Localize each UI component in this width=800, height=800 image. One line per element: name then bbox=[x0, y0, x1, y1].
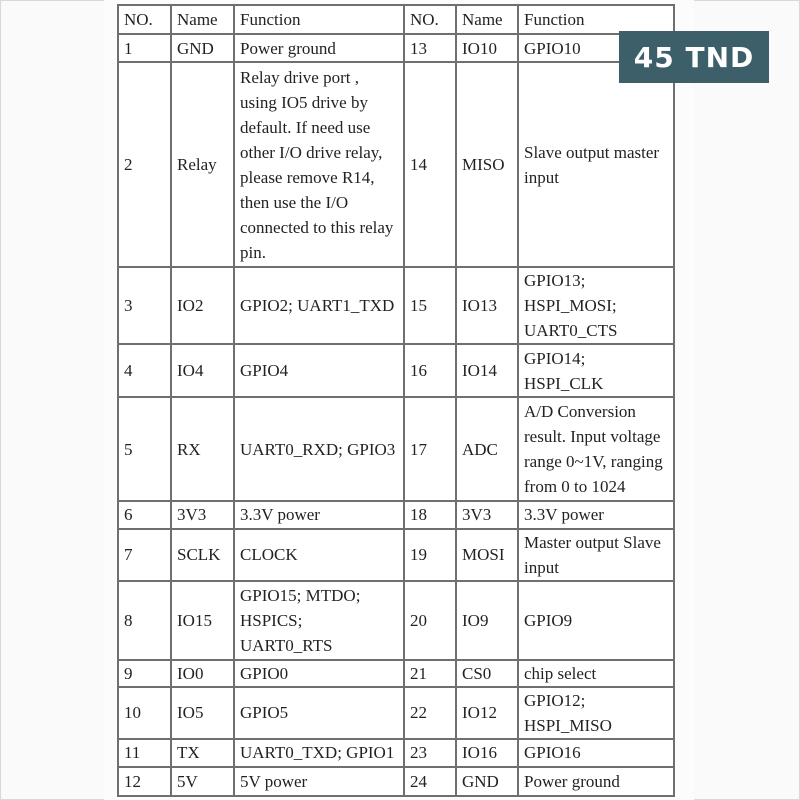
pin-number: 8 bbox=[118, 581, 171, 660]
pin-function: chip select bbox=[518, 660, 674, 687]
table-row bbox=[118, 660, 674, 687]
table-row bbox=[118, 267, 674, 344]
pin-function: GPIO5 bbox=[234, 687, 404, 739]
pin-number: 9 bbox=[118, 660, 171, 687]
pin-number: 19 bbox=[404, 529, 456, 581]
pin-function: GPIO2; UART1_TXD bbox=[234, 267, 404, 344]
pin-number: 11 bbox=[118, 739, 171, 767]
pin-number: 24 bbox=[404, 767, 456, 796]
pin-number: 2 bbox=[118, 62, 171, 267]
header-name: Name bbox=[171, 5, 234, 34]
header-no: NO. bbox=[404, 5, 456, 34]
table-row bbox=[118, 397, 674, 500]
table-row bbox=[118, 62, 674, 267]
pin-name: Relay bbox=[171, 62, 234, 267]
pin-function: Power ground bbox=[518, 767, 674, 796]
pin-number: 17 bbox=[404, 397, 456, 500]
table-row bbox=[118, 34, 674, 62]
pin-function: CLOCK bbox=[234, 529, 404, 581]
table-row bbox=[118, 344, 674, 397]
pin-number: 10 bbox=[118, 687, 171, 739]
pin-function: 3.3V power bbox=[234, 501, 404, 529]
header-no: NO. bbox=[118, 5, 171, 34]
table-row bbox=[118, 501, 674, 529]
pin-function: GPIO0 bbox=[234, 660, 404, 687]
pin-name: IO15 bbox=[171, 581, 234, 660]
header-row bbox=[118, 5, 674, 34]
pin-number: 18 bbox=[404, 501, 456, 529]
pin-name: GND bbox=[456, 767, 518, 796]
pin-name: IO4 bbox=[171, 344, 234, 397]
pin-name: SCLK bbox=[171, 529, 234, 581]
pin-function: GPIO16 bbox=[518, 739, 674, 767]
header-function: Function bbox=[518, 5, 674, 34]
header-name: Name bbox=[456, 5, 518, 34]
pin-name: IO9 bbox=[456, 581, 518, 660]
table-row bbox=[118, 739, 674, 767]
pin-number: 14 bbox=[404, 62, 456, 267]
pin-number: 21 bbox=[404, 660, 456, 687]
pin-function: UART0_TXD; GPIO1 bbox=[234, 739, 404, 767]
pin-function: Master output Slave input bbox=[518, 529, 674, 581]
pin-name: IO13 bbox=[456, 267, 518, 344]
table-row bbox=[118, 687, 674, 739]
pin-function: GPIO4 bbox=[234, 344, 404, 397]
pin-function: 3.3V power bbox=[518, 501, 674, 529]
pin-name: ADC bbox=[456, 397, 518, 500]
pin-name: CS0 bbox=[456, 660, 518, 687]
pin-name: IO16 bbox=[456, 739, 518, 767]
header-function: Function bbox=[234, 5, 404, 34]
pin-function: A/D Conversion result. Input voltage range 0~1V, ranging from 0 to 1024 bbox=[518, 397, 674, 500]
pin-number: 22 bbox=[404, 687, 456, 739]
pin-name: 3V3 bbox=[171, 501, 234, 529]
pin-function: GPIO13; HSPI_MOSI; UART0_CTS bbox=[518, 267, 674, 344]
pin-number: 15 bbox=[404, 267, 456, 344]
pin-number: 13 bbox=[404, 34, 456, 62]
pin-name: IO0 bbox=[171, 660, 234, 687]
pin-name: IO2 bbox=[171, 267, 234, 344]
pin-function: GPIO9 bbox=[518, 581, 674, 660]
pin-name: GND bbox=[171, 34, 234, 62]
pin-function: Power ground bbox=[234, 34, 404, 62]
pin-number: 7 bbox=[118, 529, 171, 581]
pin-number: 12 bbox=[118, 767, 171, 796]
pin-function: Relay drive port , using IO5 drive by default. If need use other I/O drive relay, please remove R14, then use the I/O connected to this relay pin. bbox=[234, 62, 404, 267]
pin-name: 3V3 bbox=[456, 501, 518, 529]
pin-function: GPIO12; HSPI_MISO bbox=[518, 687, 674, 739]
pin-name: TX bbox=[171, 739, 234, 767]
pin-function: 5V power bbox=[234, 767, 404, 796]
pin-number: 3 bbox=[118, 267, 171, 344]
pin-number: 23 bbox=[404, 739, 456, 767]
pin-name: MISO bbox=[456, 62, 518, 267]
table-row bbox=[118, 529, 674, 581]
pin-function: GPIO10 bbox=[518, 34, 674, 62]
pin-name: RX bbox=[171, 397, 234, 500]
pin-number: 16 bbox=[404, 344, 456, 397]
pin-number: 5 bbox=[118, 397, 171, 500]
pin-function: GPIO14; HSPI_CLK bbox=[518, 344, 674, 397]
pin-number: 1 bbox=[118, 34, 171, 62]
pin-name: IO10 bbox=[456, 34, 518, 62]
pin-name: MOSI bbox=[456, 529, 518, 581]
pin-name: IO14 bbox=[456, 344, 518, 397]
price-badge: 45 TND bbox=[619, 31, 769, 83]
pin-name: IO12 bbox=[456, 687, 518, 739]
pin-number: 6 bbox=[118, 501, 171, 529]
table-row bbox=[118, 767, 674, 796]
pin-function: UART0_RXD; GPIO3 bbox=[234, 397, 404, 500]
pin-name: 5V bbox=[171, 767, 234, 796]
pin-function: Slave output master input bbox=[518, 62, 674, 267]
pin-number: 4 bbox=[118, 344, 171, 397]
pin-function: GPIO15; MTDO; HSPICS; UART0_RTS bbox=[234, 581, 404, 660]
pin-number: 20 bbox=[404, 581, 456, 660]
table-row bbox=[118, 581, 674, 660]
pin-name: IO5 bbox=[171, 687, 234, 739]
pin-table bbox=[117, 4, 675, 797]
